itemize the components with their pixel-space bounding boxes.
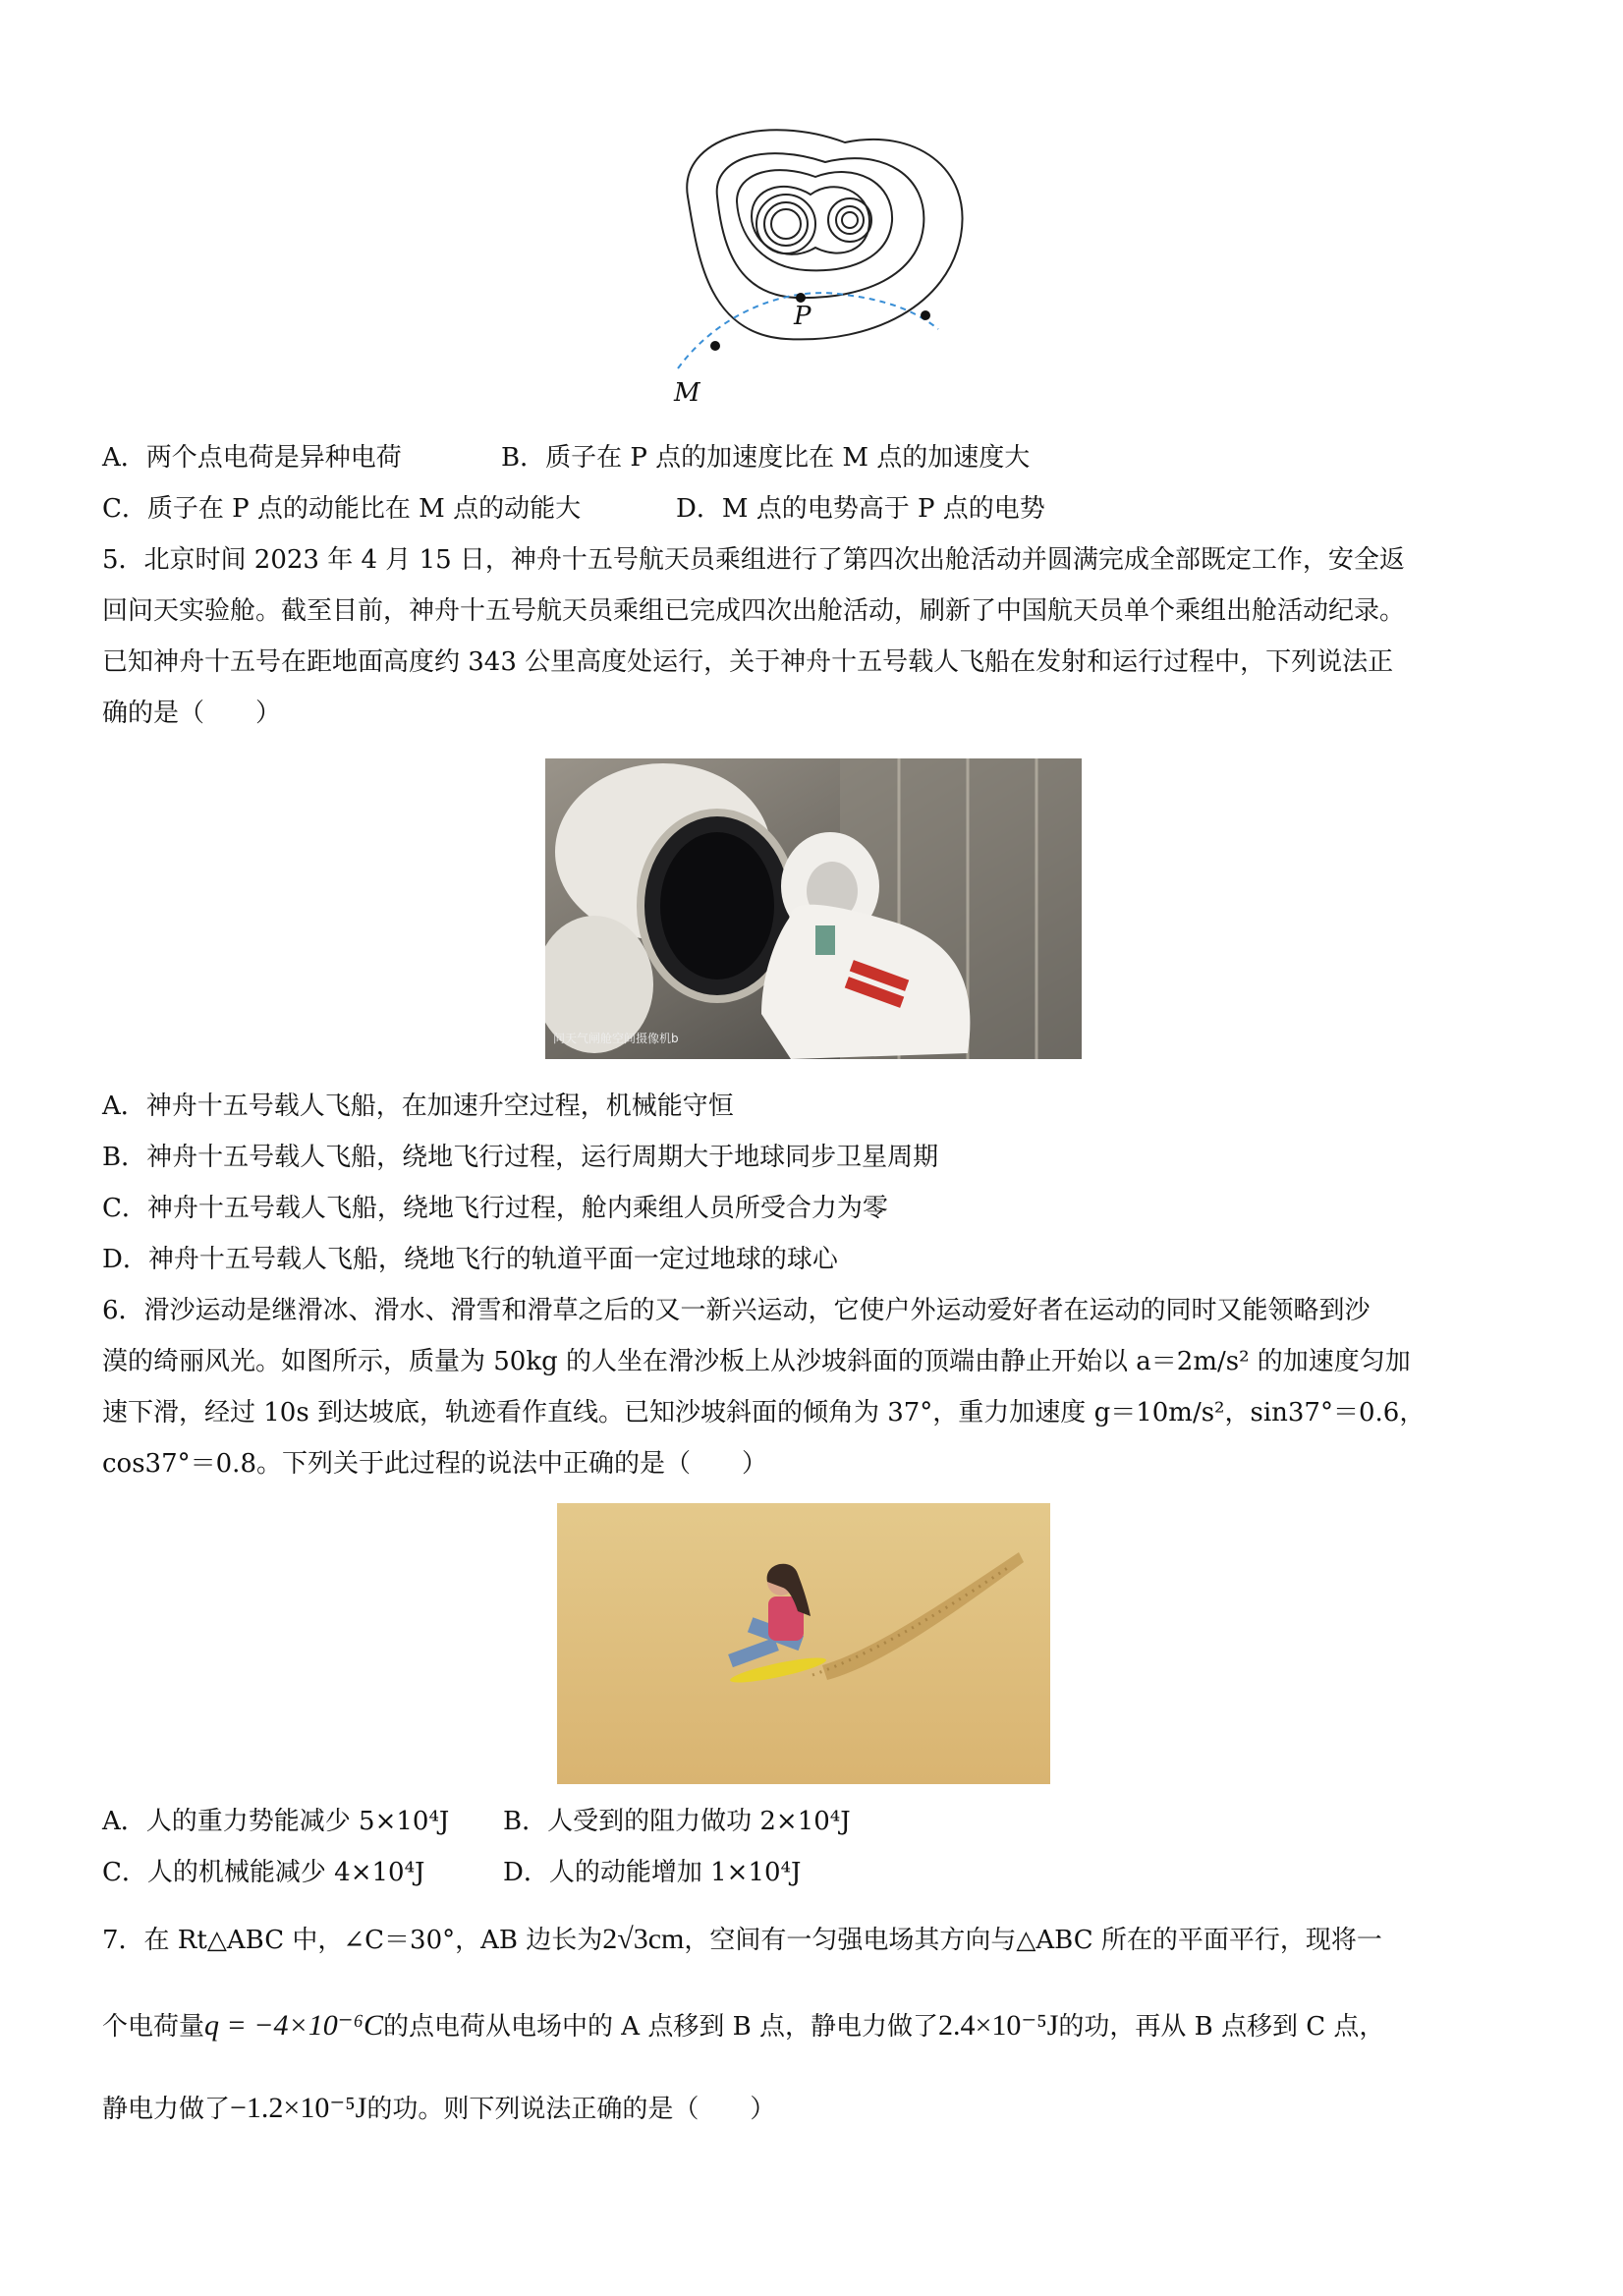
q5-option-a: A．神舟十五号载人飞船，在加速升空过程，机械能守恒	[102, 1092, 734, 1121]
q5-option-d: D．神舟十五号载人飞船，绕地飞行的轨道平面一定过地球的球心	[102, 1245, 838, 1274]
q6-option-b: B．人受到的阻力做功 2×10⁴J	[503, 1807, 851, 1836]
q6-option-c: C．人的机械能减少 4×10⁴J	[102, 1858, 425, 1887]
point-m-label: M	[674, 378, 700, 408]
q7-line1-text-a: 7．在 Rt△ABC 中，∠C＝30°，AB 边长为	[102, 1926, 603, 1955]
q6-option-d: D．人的动能增加 1×10⁴J	[503, 1858, 802, 1887]
astronaut-photo	[545, 758, 1082, 1059]
q7-stem-line-2	[102, 2008, 1384, 2044]
q7-line2-text-a: 个电荷量	[102, 2012, 205, 2042]
q7-ab-length: 2√3cm	[602, 1923, 685, 1955]
astronaut-photo-caption: 问天气闸舱空间摄像机b	[553, 1032, 679, 1045]
q4-option-b: B．质子在 P 点的加速度比在 M 点的加速度大	[501, 443, 1031, 473]
q6-stem-line-1: 6．滑沙运动是继滑冰、滑水、滑雪和滑草之后的又一新兴运动，它使户外运动爱好者在运动的同时又能领略到沙	[102, 1296, 1371, 1325]
q7-charge-value: q = −4×10⁻⁶C	[204, 2009, 384, 2042]
q7-line3-text-b: 的功。则下列说法正确的是（ ）	[366, 2095, 776, 2124]
q6-stem-line-2: 漠的绮丽风光。如图所示，质量为 50kg 的人坐在滑沙板上从沙坡斜面的顶端由静止开始以 a＝2m/s² 的加速度匀加	[102, 1347, 1411, 1376]
q6-stem-line-4: cos37°＝0.8。下列关于此过程的说法中正确的是（ ）	[102, 1449, 767, 1479]
q7-stem-line-3	[102, 2091, 775, 2127]
q7-stem-line-1	[102, 1922, 1382, 1958]
q5-stem-line-3: 已知神舟十五号在距地面高度约 343 公里高度处运行，关于神舟十五号载人飞船在发射和运行过程中，下列说法正	[102, 647, 1394, 677]
q7-work-bc: −1.2×10⁻⁵J	[230, 2092, 367, 2124]
q5-option-b: B．神舟十五号载人飞船，绕地飞行过程，运行周期大于地球同步卫星周期	[102, 1143, 939, 1172]
sand-sliding-photo	[557, 1503, 1050, 1784]
equipotential-figure	[648, 118, 982, 413]
q5-option-c: C．神舟十五号载人飞船，绕地飞行过程，舱内乘组人员所受合力为零	[102, 1194, 888, 1223]
q6-option-a: A．人的重力势能减少 5×10⁴J	[102, 1807, 450, 1836]
q6-stem-line-3: 速下滑，经过 10s 到达坡底，轨迹看作直线。已知沙坡斜面的倾角为 37°，重力加速度 g＝10m/s²，sin37°＝0.6，	[102, 1398, 1426, 1428]
q7-line2-text-c: 的功，再从 B 点移到 C 点，	[1058, 2012, 1385, 2042]
q7-line1-text-b: ，空间有一匀强电场其方向与△ABC 所在的平面平行，现将一	[684, 1926, 1382, 1955]
q5-stem-line-2: 回问天实验舱。截至目前，神舟十五号航天员乘组已完成四次出舱活动，刷新了中国航天员单个乘组出舱活动纪录。	[102, 596, 1406, 626]
q7-line2-text-b: 的点电荷从电场中的 A 点移到 B 点，静电力做了	[383, 2012, 938, 2042]
q5-stem-line-1: 5．北京时间 2023 年 4 月 15 日，神舟十五号航天员乘组进行了第四次出舱活动并圆满完成全部既定工作，安全返	[102, 545, 1405, 575]
point-p-label: P	[794, 302, 812, 331]
q4-option-a: A．两个点电荷是异种电荷	[102, 443, 402, 473]
q7-line3-text-a: 静电力做了	[102, 2095, 231, 2124]
q5-stem-line-4: 确的是（ ）	[102, 699, 282, 728]
q4-option-c: C．质子在 P 点的动能比在 M 点的动能大	[102, 494, 582, 524]
q7-work-ab: 2.4×10⁻⁵J	[937, 2009, 1059, 2042]
q4-option-d: D．M 点的电势高于 P 点的电势	[676, 494, 1045, 524]
